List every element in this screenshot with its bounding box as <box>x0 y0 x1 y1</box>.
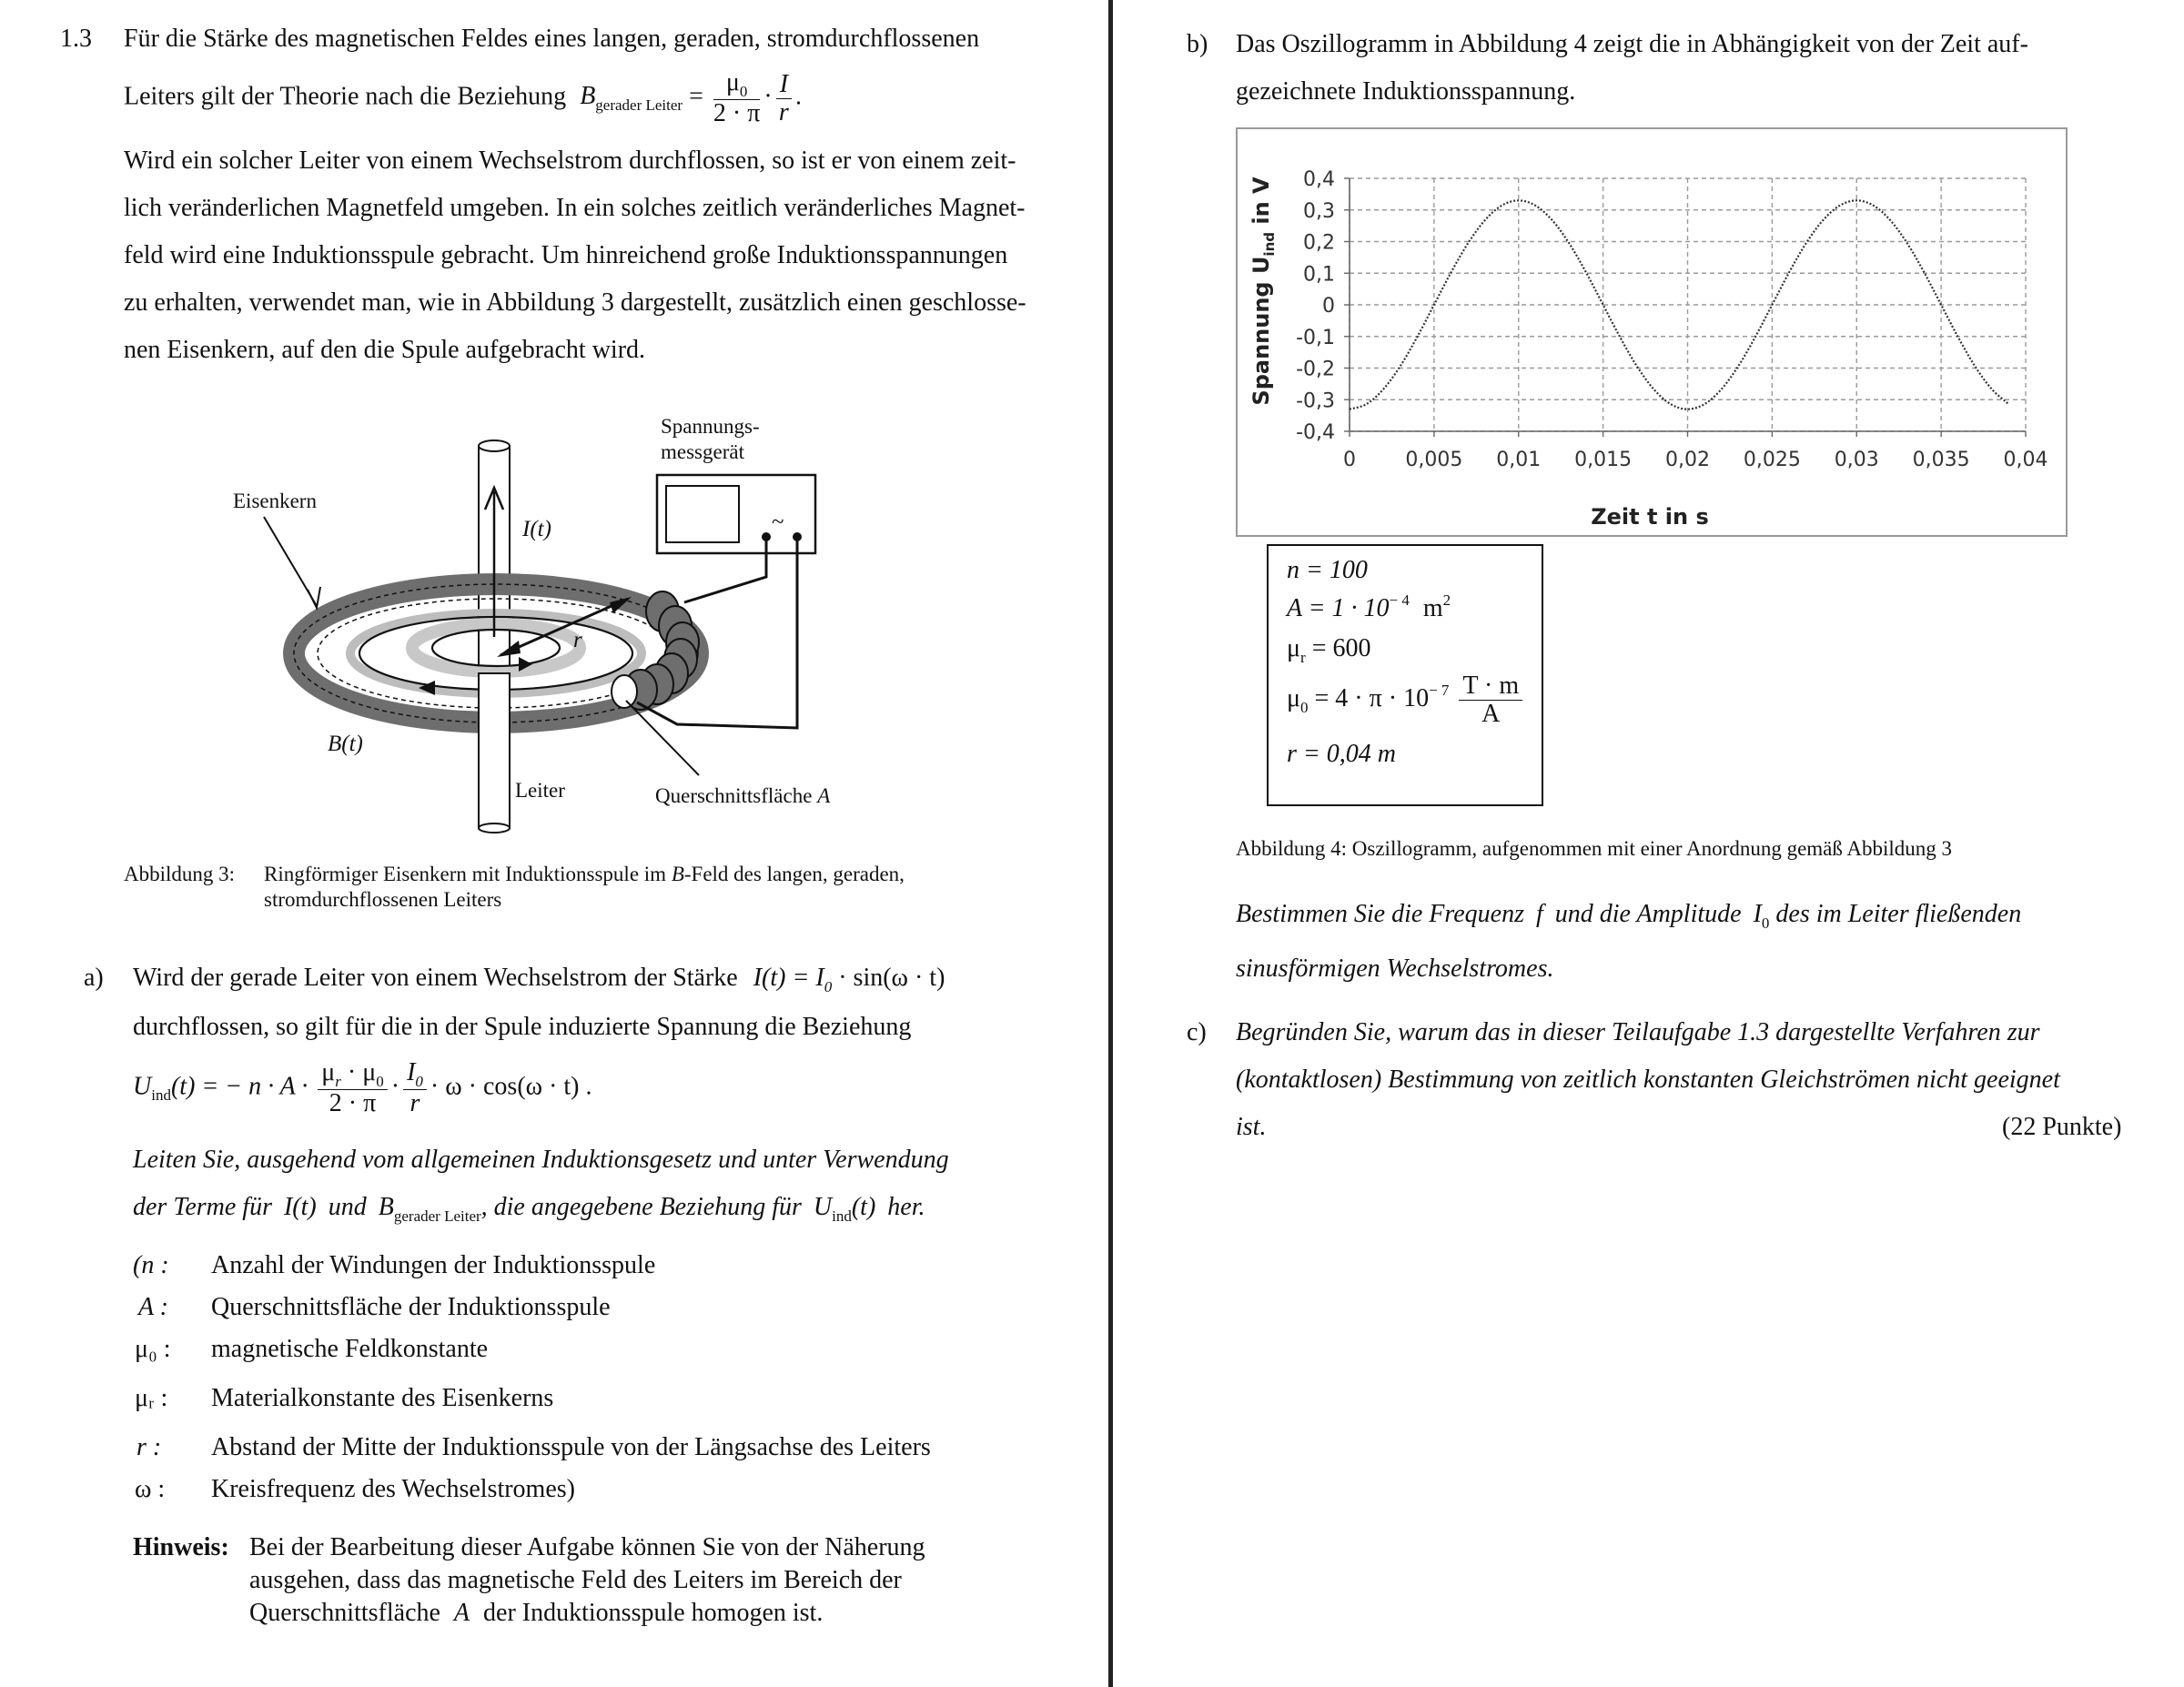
figure-3-caption-line-1 <box>264 861 905 887</box>
y-tick-label: 0,4 <box>1303 168 1335 191</box>
param-A: $A = 1 \cdot 10^{- 4}$ $m^2$ <box>1287 591 1451 622</box>
x-tick-label: 0,015 <box>1574 449 1633 471</box>
legend-sym-2: μ₀ : <box>135 1335 171 1363</box>
y-tick-label: 0,1 <box>1303 263 1335 287</box>
conductor-front <box>479 673 510 828</box>
x-tick-label: 0,01 <box>1496 449 1542 471</box>
chart-frame <box>1237 128 2067 536</box>
y-tick-label: 0 <box>1322 295 1335 318</box>
formula-frac-mu-den: 2 · π <box>713 99 761 127</box>
label-querschnitt <box>655 784 830 808</box>
eisenkern-pointer-head <box>308 587 320 608</box>
points: (22 Punkte) <box>2002 1113 2122 1141</box>
part-b-line-1: Das Oszillogramm in Abbildung 4 zeigt die in Abhängigkeit von der Zeit auf- <box>1236 30 2028 58</box>
param-n: n = 100 <box>1287 556 1368 584</box>
x-tick-label: 0,035 <box>1912 449 1970 471</box>
figure-4-caption: Abbildung 4: Oszillogramm, aufgenommen mit einer Anordnung gemäß Abbildung 3 <box>1236 837 1952 860</box>
x-axis-label: Zeit t in s <box>1591 504 1709 530</box>
conductor-bottom-cap <box>479 823 510 833</box>
caption-part-b: -Feld des langen, geraden, <box>683 863 905 885</box>
x-tick-label: 0,04 <box>2003 449 2048 471</box>
column-divider <box>1108 0 1113 1687</box>
conductor-top-cap <box>479 440 510 451</box>
y-tick-label: 0,2 <box>1303 231 1335 255</box>
x-tick-label: 0,025 <box>1743 449 1801 471</box>
part-c-label: c) <box>1187 1018 1207 1046</box>
formula-eq: = <box>689 82 710 111</box>
formula-B: B <box>580 82 596 111</box>
legend-sym-3: μᵣ : <box>135 1384 168 1412</box>
param-r: r = 0,04 m <box>1287 740 1397 768</box>
formula-frac-mu-num: $\mu_0$ <box>713 69 760 100</box>
uind-lhs: (t) = − n · A · <box>170 1072 308 1101</box>
part-a-formula-I: $I(t) = I_0 \cdot \sin(\omega \cdot t)$ <box>753 964 945 995</box>
figure-3-diagram <box>218 400 874 837</box>
legend-desc-5: Kreisfrequenz des Wechselstromes) <box>211 1475 575 1503</box>
x-tick-label: 0,03 <box>1834 449 1879 471</box>
part-b-label: b) <box>1187 30 1208 58</box>
legend-desc-4: Abstand der Mitte der Induktionsspule von der Längsachse des Leiters <box>211 1433 931 1461</box>
part-c-line-3: ist. <box>1236 1113 1267 1141</box>
param-mur: $\mu_r = 600$ <box>1287 634 1371 666</box>
label-querschnitt-text: Querschnittsfläche <box>655 784 813 807</box>
label-current: I(t) <box>522 517 551 541</box>
legend-desc-0: Anzahl der Windungen der Induktionsspule <box>211 1251 656 1279</box>
legend-desc-3: Materialkonstante des Eisenkerns <box>211 1384 554 1412</box>
part-a-line-1 <box>133 963 945 996</box>
hint-line-2: ausgehen, dass das magnetische Feld des Leiters im Bereich der <box>249 1566 902 1594</box>
part-b-line-2: gezeichnete Induktionsspannung. <box>1236 77 1576 106</box>
part-a-line-1-text: Wird der gerade Leiter von einem Wechselstrom der Stärke <box>133 964 738 992</box>
uind-frac-1: $\frac{\mu_r \cdot \mu_0}{2 \cdot \pi}$ <box>318 1059 387 1117</box>
part-b-task-2: sinusförmigen Wechselstromes. <box>1236 955 1554 983</box>
legend-desc-2: magnetische Feldkonstante <box>211 1335 489 1363</box>
hint-line-3: Querschnittsfläche A der Induktionsspule homogen ist. <box>249 1599 824 1627</box>
hint-label: Hinweis: <box>133 1533 229 1561</box>
part-a-task-2: der Terme für I(t) und $B_{gerader Leiter}$, die angegebene Beziehung für $U_{ind}(t)$ her. <box>133 1193 925 1225</box>
formula-frac-mu <box>713 69 760 127</box>
caption-part-B: B <box>671 863 684 885</box>
legend-desc-1: Querschnittsfläche der Induktionsspule <box>211 1293 611 1321</box>
formula-frac-I-num: I <box>776 71 792 99</box>
intro-paragraph-5: nen Eisenkern, auf den die Spule aufgebracht wird. <box>124 336 646 364</box>
figure-3-caption-line-2: stromdurchflossenen Leiters <box>264 888 502 911</box>
x-tick-label: 0,02 <box>1665 449 1710 471</box>
part-c-line-1: Begründen Sie, warum das in dieser Teilaufgabe 1.3 dargestellte Verfahren zur <box>1236 1018 2040 1046</box>
uind-sub: ind <box>151 1086 171 1105</box>
part-a-task-1: Leiten Sie, ausgehend vom allgemeinen Induktionsgesetz und unter Verwendung <box>133 1146 949 1174</box>
y-tick-label: -0,3 <box>1296 389 1335 413</box>
part-c-line-2: (kontaktlosen) Bestimmung von zeitlich konstanten Gleichströmen nicht geeignet <box>1236 1066 2060 1094</box>
intro-paragraph-4: zu erhalten, verwendet man, wie in Abbildung 3 dargestellt, zusätzlich einen geschlosse- <box>124 288 1026 317</box>
querschnitt-pointer <box>626 701 699 775</box>
y-tick-label: -0,4 <box>1296 421 1335 444</box>
uind-frac-2: $\frac{I_0}{r}$ <box>403 1059 427 1117</box>
y-tick-label: -0,2 <box>1296 358 1335 381</box>
legend-sym-0: (n : <box>133 1251 169 1279</box>
label-radius: r <box>573 628 582 652</box>
label-leiter: Leiter <box>515 779 565 802</box>
part-a-label: a) <box>84 964 104 992</box>
part-b-task-1: Bestimmen Sie die Frequenz f und die Amplitude $I_0$ des im Leiter fließenden <box>1236 900 2022 932</box>
y-tick-label: -0,1 <box>1296 326 1335 349</box>
task-number: 1.3 <box>60 25 92 53</box>
y-axis-label: Spannung $U_{ind}$ in V <box>1249 177 1278 406</box>
oscillogram-chart <box>1236 127 2069 539</box>
label-querschnitt-A: A <box>817 784 831 807</box>
formula-frac-I <box>776 71 792 126</box>
uind-rhs: · ω · cos(ω · t) . <box>430 1072 592 1101</box>
voltmeter-screen <box>666 486 739 542</box>
intro-line-2-text: Leiters gilt der Theorie nach die Beziehung <box>124 82 567 111</box>
intro-paragraph-3: feld wird eine Induktionsspule gebracht. Um hinreichend große Induktionsspannungen <box>124 241 1008 269</box>
intro-paragraph-2: lich veränderlichen Magnetfeld umgeben. In ein solches zeitlich veränderliches Magnet- <box>124 194 1026 222</box>
caption-part-a: Ringförmiger Eisenkern mit Induktionsspule im <box>264 863 672 885</box>
label-spannungs-1: Spannungs- <box>661 415 760 438</box>
x-tick-label: 0 <box>1343 449 1356 471</box>
label-field: B(t) <box>328 732 363 756</box>
y-tick-label: 0,3 <box>1303 199 1335 223</box>
label-tilde: ~ <box>772 510 784 534</box>
legend-sym-4: r : <box>136 1433 162 1461</box>
param-mu0: $\mu_0 = 4 \cdot \pi \cdot 10^{- 7}$ $\frac{T \cdot m}{A}$ <box>1287 672 1526 729</box>
uind-U: U <box>133 1072 152 1101</box>
intro-line-1: Für die Stärke des magnetischen Feldes eines langen, geraden, stromdurchflossenen <box>124 25 980 53</box>
legend-sym-1: A : <box>138 1293 168 1321</box>
figure-3-caption-label: Abbildung 3: <box>124 863 236 885</box>
part-a-line-2: durchflossen, so gilt für die in der Spule induzierte Spannung die Beziehung <box>133 1013 912 1041</box>
formula-B-sub: gerader Leiter <box>595 96 683 115</box>
formula-frac-I-den: r <box>778 97 789 126</box>
intro-line-2: Leiters gilt der Theorie nach die Beziehung $B_{gerader Leiter}$ = $\frac{\mu_0}{2 \cdot \pi}$ · $\frac{I}{r}$ . <box>124 68 803 127</box>
intro-paragraph-1: Wird ein solcher Leiter von einem Wechselstrom durchflossen, so ist er von einem zeit- <box>124 146 1016 175</box>
hint-line-1: Bei der Bearbeitung dieser Aufgabe können Sie von der Näherung <box>249 1533 925 1561</box>
label-eisenkern: Eisenkern <box>233 490 317 512</box>
legend-sym-5: ω : <box>135 1475 166 1503</box>
x-tick-label: 0,005 <box>1405 449 1463 471</box>
label-spannungs-2: messgerät <box>661 440 744 463</box>
part-a-uind-formula: $U_{ind}(t)$ = − n · A · $\frac{\mu_r \cdot \mu_0}{2 \cdot \pi}$ · $\frac{I_0}{r}$ · ω · cos(ω · t) . <box>133 1058 592 1117</box>
